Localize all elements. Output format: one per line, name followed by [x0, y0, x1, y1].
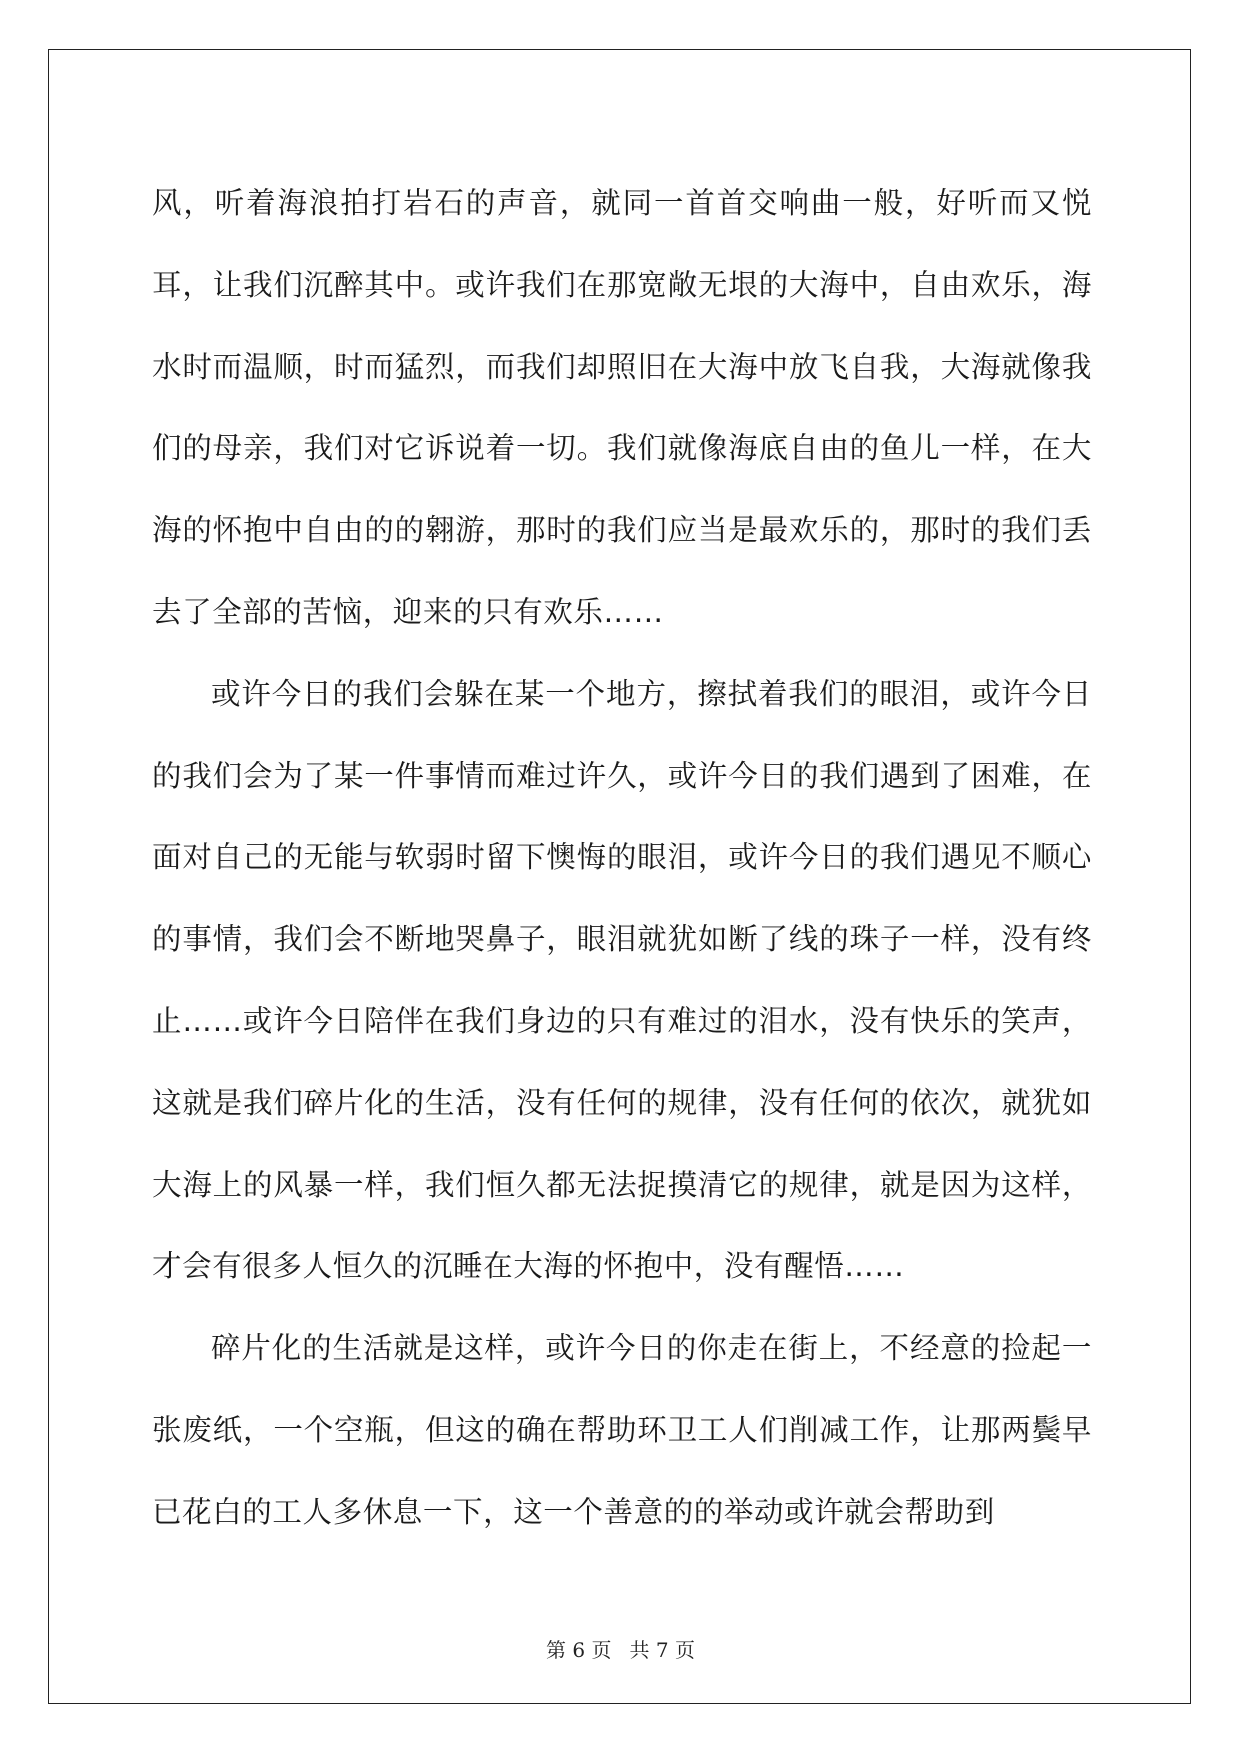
body-text: [152, 163, 1092, 1554]
paragraph-3: 碎片化的生活就是这样，或许今日的你走在街上，不经意的捡起一张废纸，一个空瓶，但这的确在帮助环卫工人们削减工作，让那两鬓早已花白的工人多休息一下，这一个善意的的举动或许就会帮助到: [152, 1331, 1092, 1529]
page-number: 第 6 页: [546, 1638, 612, 1662]
paragraph-2: 或许今日的我们会躲在某一个地方，擦拭着我们的眼泪，或许今日的我们会为了某一件事情而难过许久，或许今日的我们遇到了困难，在面对自己的无能与软弱时留下懊悔的眼泪，或许今日的我们遇见不顺心的事情，我们会不断地哭鼻子，眼泪就犹如断了线的珠子一样，没有终止……或许今日陪伴在我们身边的只有难过的泪水，没有快乐的笑声，这就是我们碎片化的生活，没有任何的规律，没有任何的依次，就犹如大海上的风暴一样，我们恒久都无法捉摸清它的规律，就是因为这样，才会有很多人恒久的沉睡在大海的怀抱中，没有醒悟……: [152, 676, 1092, 1284]
page-footer: [0, 1634, 1241, 1663]
page-total: 共 7 页: [629, 1638, 695, 1662]
paragraph-1: 风，听着海浪拍打岩石的声音，就同一首首交响曲一般，好听而又悦耳，让我们沉醉其中。或许我们在那宽敞无垠的大海中，自由欢乐，海水时而温顺，时而猛烈，而我们却照旧在大海中放飞自我，大海就像我们的母亲，我们对它诉说着一切。我们就像海底自由的鱼儿一样，在大海的怀抱中自由的的翱游，那时的我们应当是最欢乐的，那时的我们丢去了全部的苦恼，迎来的只有欢乐……: [152, 186, 1092, 629]
